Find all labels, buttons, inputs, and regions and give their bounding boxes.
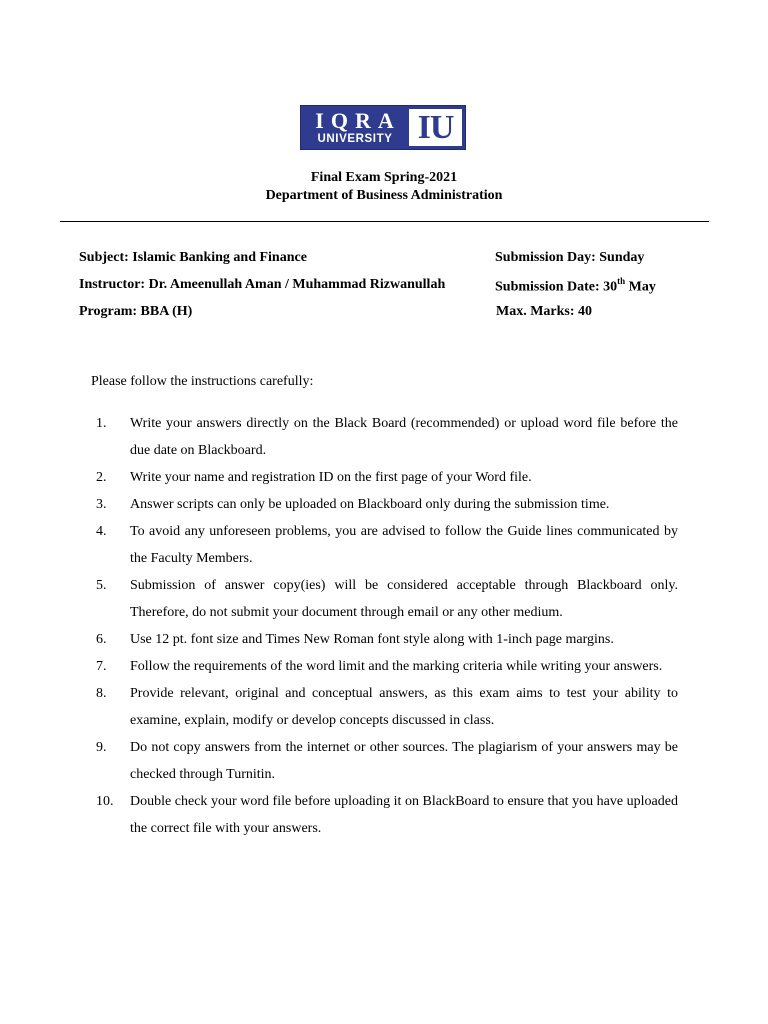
item-number: 5. bbox=[96, 578, 107, 593]
item-text: Submission of answer copy(ies) will be considered acceptable through Blackboard only. Therefore, do not submit your document through email or any other medium. bbox=[130, 578, 678, 620]
logo-line1: IQRA bbox=[315, 107, 401, 133]
list-item bbox=[96, 680, 678, 734]
max-marks: Max. Marks: 40 bbox=[496, 304, 593, 319]
item-number: 1. bbox=[96, 416, 107, 431]
item-number: 4. bbox=[96, 524, 107, 539]
submission-day: Submission Day: Sunday bbox=[495, 250, 645, 265]
item-number: 2. bbox=[96, 470, 107, 485]
submission-date-month: May bbox=[625, 279, 656, 295]
list-item bbox=[96, 653, 678, 680]
item-number: 7. bbox=[96, 659, 107, 674]
item-text: To avoid any unforeseen problems, you are advised to follow the Guide lines communicated by the Faculty Members. bbox=[130, 524, 678, 566]
logo-wordmark bbox=[301, 106, 409, 149]
item-number: 3. bbox=[96, 497, 107, 512]
submission-date bbox=[495, 277, 656, 296]
logo-line2: UNIVERSITY bbox=[317, 132, 393, 145]
submission-date-ordinal: th bbox=[617, 276, 626, 286]
item-number: 9. bbox=[96, 740, 107, 755]
list-item bbox=[96, 410, 678, 464]
university-logo bbox=[300, 105, 466, 150]
instructor-line: Instructor: Dr. Ameenullah Aman / Muhammad Rizwanullah bbox=[79, 277, 446, 292]
item-text: Write your name and registration ID on the first page of your Word file. bbox=[130, 470, 532, 485]
item-text: Write your answers directly on the Black Board (recommended) or upload word file before the due date on Blackboard. bbox=[130, 416, 678, 458]
list-item bbox=[96, 734, 678, 788]
instructions-intro: Please follow the instructions carefully: bbox=[91, 374, 314, 389]
subject-line: Subject: Islamic Banking and Finance bbox=[79, 250, 307, 265]
list-item bbox=[96, 572, 678, 626]
item-text: Provide relevant, original and conceptual answers, as this exam aims to test your ability to examine, explain, modify or develop concepts discussed in class. bbox=[130, 686, 678, 728]
item-text: Answer scripts can only be uploaded on Blackboard only during the submission time. bbox=[130, 497, 610, 512]
submission-date-prefix: Submission Date: 30 bbox=[495, 279, 618, 295]
list-item bbox=[96, 518, 678, 572]
header-divider bbox=[60, 221, 709, 222]
logo-mark: IU bbox=[409, 109, 462, 146]
program-line: Program: BBA (H) bbox=[79, 304, 193, 319]
item-number: 10. bbox=[96, 794, 114, 809]
item-text: Follow the requirements of the word limit and the marking criteria while writing your answers. bbox=[130, 659, 663, 674]
item-number: 8. bbox=[96, 686, 107, 701]
list-item bbox=[96, 491, 678, 518]
item-text: Do not copy answers from the internet or other sources. The plagiarism of your answers may be checked through Turnitin. bbox=[130, 740, 678, 782]
item-number: 6. bbox=[96, 632, 107, 647]
item-text: Use 12 pt. font size and Times New Roman font style along with 1-inch page margins. bbox=[130, 632, 614, 647]
list-item bbox=[96, 626, 678, 653]
item-text: Double check your word file before uploading it on BlackBoard to ensure that you have uploaded the correct file with your answers. bbox=[130, 794, 678, 836]
department-title: Department of Business Administration bbox=[265, 188, 503, 203]
list-item bbox=[96, 788, 678, 842]
list-item bbox=[96, 464, 678, 491]
exam-title: Final Exam Spring-2021 bbox=[310, 170, 458, 185]
instructions-list bbox=[96, 410, 678, 842]
